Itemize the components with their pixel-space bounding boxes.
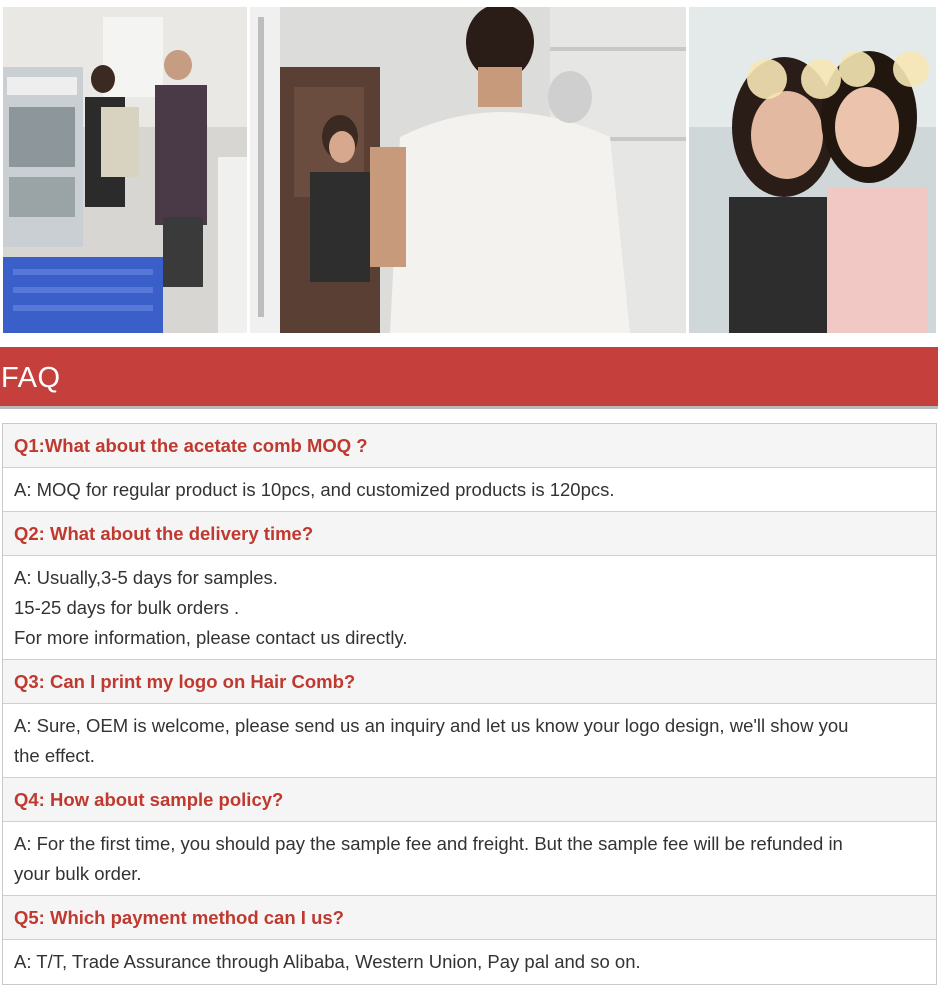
faq-question-4: Q4: How about sample policy? xyxy=(3,778,936,822)
faq-answer-3 xyxy=(3,704,936,778)
photo-strip xyxy=(3,7,936,333)
faq-answer-2 xyxy=(3,556,936,660)
answer-line: 15-25 days for bulk orders . xyxy=(14,597,240,618)
answer-line: A: MOQ for regular product is 10pcs, and customized products is 120pcs. xyxy=(14,479,615,500)
answer-line: your bulk order. xyxy=(14,863,142,884)
faq-question-5: Q5: Which payment method can I us? xyxy=(3,896,936,940)
faq-answer-1 xyxy=(3,468,936,512)
faq-question-2: Q2: What about the delivery time? xyxy=(3,512,936,556)
faq-banner xyxy=(0,347,938,409)
answer-line: A: Sure, OEM is welcome, please send us an inquiry and let us know your logo design, we'll show you xyxy=(14,715,849,736)
faq-answer-5 xyxy=(3,940,936,984)
answer-line: A: For the first time, you should pay the sample fee and freight. But the sample fee will be refunded in xyxy=(14,833,843,854)
customer-selfie-photo xyxy=(689,7,936,333)
answer-line: the effect. xyxy=(14,745,95,766)
faq-question-3: Q3: Can I print my logo on Hair Comb? xyxy=(3,660,936,704)
showroom-visit-photo xyxy=(250,7,686,333)
answer-line: A: Usually,3-5 days for samples. xyxy=(14,567,278,588)
factory-visit-photo xyxy=(3,7,247,333)
answer-line: A: T/T, Trade Assurance through Alibaba, Western Union, Pay pal and so on. xyxy=(14,951,641,972)
faq-answer-4 xyxy=(3,822,936,896)
answer-line: For more information, please contact us directly. xyxy=(14,627,408,648)
faq-question-1: Q1:What about the acetate comb MOQ ? xyxy=(3,424,936,468)
faq-table xyxy=(2,423,937,985)
faq-heading: FAQ xyxy=(1,362,61,394)
